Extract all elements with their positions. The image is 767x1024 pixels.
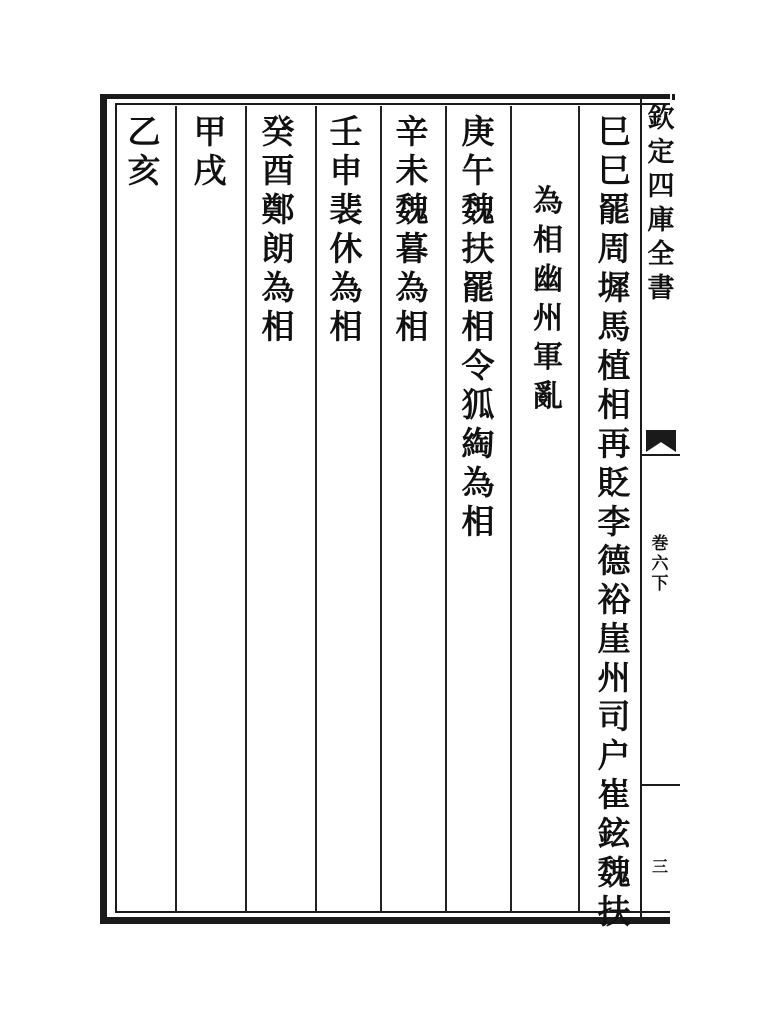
fold-strip: [640, 94, 680, 924]
edge-mark: [672, 94, 675, 100]
character-glyph: 崔: [597, 775, 631, 814]
character-glyph: 植: [597, 346, 631, 385]
character-glyph: 德: [597, 541, 631, 580]
column-divider: [175, 106, 177, 912]
character-glyph: 户: [597, 736, 631, 775]
character-glyph: 鉉: [597, 814, 631, 853]
character-glyph: 魏: [461, 190, 495, 229]
text-column-4: [392, 112, 432, 346]
character-glyph: 裕: [597, 580, 631, 619]
character-glyph: 為: [533, 184, 563, 219]
character-glyph: 壬: [329, 112, 363, 151]
character-glyph: 亂: [533, 379, 563, 414]
character-glyph: 狐: [461, 385, 495, 424]
character-glyph: 朗: [261, 229, 295, 268]
character-glyph: 四: [647, 171, 675, 202]
character-glyph: 軍: [533, 340, 563, 375]
character-glyph: 李: [597, 502, 631, 541]
text-column-7: [190, 112, 230, 190]
text-column-2: [528, 182, 568, 416]
fold-strip-page-number: 三: [652, 857, 669, 876]
character-glyph: 崖: [597, 619, 631, 658]
character-glyph: 司: [597, 697, 631, 736]
page-frame: [100, 94, 670, 924]
character-glyph: 州: [597, 658, 631, 697]
character-glyph: 罷: [597, 190, 631, 229]
column-divider: [380, 106, 382, 912]
character-glyph: 扶: [461, 229, 495, 268]
character-glyph: 再: [597, 424, 631, 463]
character-glyph: 庫: [647, 205, 675, 236]
fold-strip-divider: [642, 454, 680, 456]
character-glyph: 扶: [597, 892, 631, 931]
column-divider: [445, 106, 447, 912]
column-divider: [578, 106, 580, 912]
column-divider: [315, 106, 317, 912]
character-glyph: 癸: [261, 112, 295, 151]
character-glyph: 相: [597, 385, 631, 424]
character-glyph: 魏: [395, 190, 429, 229]
fishtail-mark: [646, 430, 676, 452]
character-glyph: 墀: [597, 268, 631, 307]
character-glyph: 戌: [193, 151, 227, 190]
text-column-6: [258, 112, 298, 346]
frame-top-rule: [115, 103, 670, 105]
character-glyph: 巳: [597, 151, 631, 190]
character-glyph: 為: [261, 268, 295, 307]
character-glyph: 巳: [597, 112, 631, 151]
character-glyph: 馬: [597, 307, 631, 346]
character-glyph: 未: [395, 151, 429, 190]
character-glyph: 貶: [597, 463, 631, 502]
character-glyph: 書: [647, 273, 675, 304]
character-glyph: 州: [533, 301, 563, 336]
character-glyph: 相: [461, 307, 495, 346]
frame-bottom-rule: [115, 911, 670, 913]
fold-strip-divider: [642, 784, 680, 786]
character-glyph: 欽: [647, 103, 675, 134]
character-glyph: 綯: [461, 424, 495, 463]
character-glyph: 甲: [193, 112, 227, 151]
character-glyph: 周: [597, 229, 631, 268]
text-column-5: [326, 112, 366, 346]
column-divider: [245, 106, 247, 912]
character-glyph: 休: [329, 229, 363, 268]
frame-inner-rule: [115, 105, 117, 911]
character-glyph: 辛: [395, 112, 429, 151]
character-glyph: 定: [647, 137, 675, 168]
character-glyph: 亥: [127, 151, 161, 190]
character-glyph: 為: [329, 268, 363, 307]
character-glyph: 相: [533, 223, 563, 258]
character-glyph: 為: [395, 268, 429, 307]
character-glyph: 庚: [461, 112, 495, 151]
column-divider: [510, 106, 512, 912]
character-glyph: 罷: [461, 268, 495, 307]
character-glyph: 相: [395, 307, 429, 346]
character-glyph: 魏: [597, 853, 631, 892]
character-glyph: 相: [461, 502, 495, 541]
text-column-1: [594, 112, 634, 931]
character-glyph: 申: [329, 151, 363, 190]
text-column-3: [458, 112, 498, 541]
fold-strip-rule: [640, 94, 642, 924]
character-glyph: 幽: [533, 262, 563, 297]
text-column-8: [124, 112, 164, 190]
character-glyph: 裴: [329, 190, 363, 229]
character-glyph: 相: [329, 307, 363, 346]
character-glyph: 全: [647, 239, 675, 270]
character-glyph: 相: [261, 307, 295, 346]
character-glyph: 六: [651, 554, 669, 574]
character-glyph: 鄭: [261, 190, 295, 229]
character-glyph: 下: [651, 574, 669, 594]
character-glyph: 暮: [395, 229, 429, 268]
character-glyph: 酉: [261, 151, 295, 190]
character-glyph: 令: [461, 346, 495, 385]
character-glyph: 巻: [651, 534, 669, 554]
fold-strip-section: [648, 534, 672, 594]
fold-strip-title: [646, 102, 676, 306]
character-glyph: 為: [461, 463, 495, 502]
character-glyph: 午: [461, 151, 495, 190]
character-glyph: 乙: [127, 112, 161, 151]
